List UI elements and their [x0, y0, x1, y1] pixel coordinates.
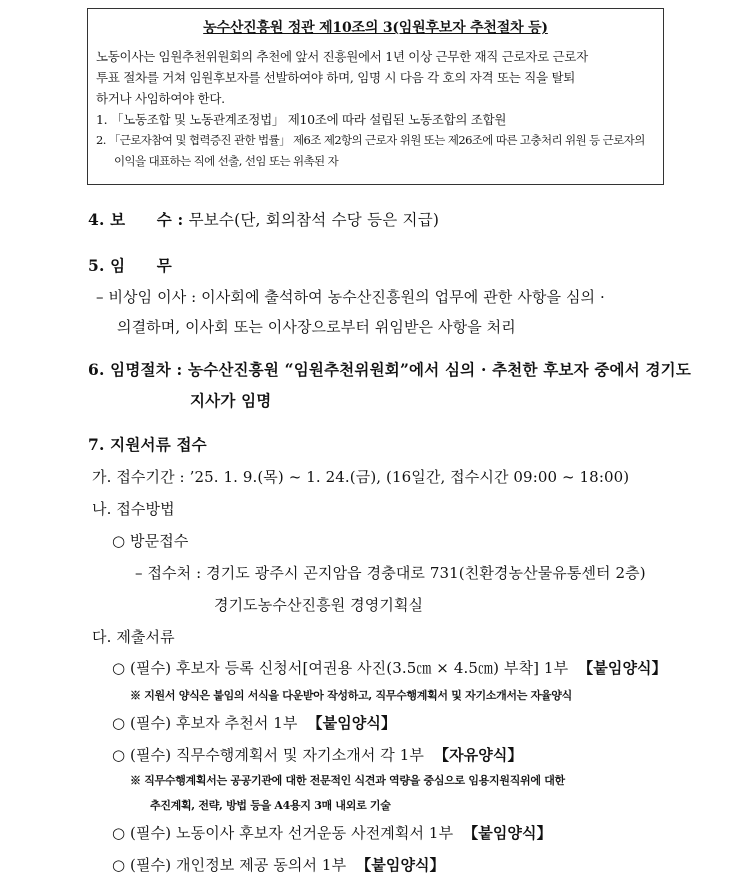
section-6-line-1: 6. 임명절차 : 농수산진흥원 “임원추천위원회”에서 심의 · 추천한 후보자 중에서 경기도: [88, 360, 692, 379]
section-4-value: 무보수(단, 회의참석 수당 등은 지급): [183, 211, 440, 229]
document-item-2: [112, 712, 396, 733]
receipt-period: 가. 접수기간 : ’25. 1. 9.(목) ~ 1. 24.(금), (16일간, 접수시간 09:00 ~ 18:00): [92, 468, 630, 486]
submit-documents: 다. 제출서류: [92, 628, 175, 646]
visit-receipt: ○ 방문접수: [112, 532, 189, 550]
document-item-4: [112, 822, 552, 843]
document-item-2-tag: 【붙임양식】: [307, 714, 397, 732]
document-item-5: [112, 854, 445, 875]
document-item-4-tag: 【붙임양식】: [463, 824, 552, 842]
document-item-1-tag: 【붙임양식】: [578, 659, 667, 677]
document-item-2-text: ○ (필수) 후보자 추천서 1부: [112, 714, 298, 732]
document-item-3-text: ○ (필수) 직무수행계획서 및 자기소개서 각 1부: [112, 746, 424, 764]
receipt-place-line-2: 경기도농수산진흥원 경영기획실: [214, 596, 424, 614]
regulation-item-1: 1. 「노동조합 및 노동관계조정법」 제10조에 따라 설립된 노동조합의 조합원: [96, 112, 507, 127]
document-item-1: [112, 657, 667, 678]
document-item-3-tag: 【자유양식】: [433, 746, 523, 764]
document-item-5-text: ○ (필수) 개인정보 제공 동의서 1부: [112, 856, 347, 874]
document-item-4-text: ○ (필수) 노동이사 후보자 선거운동 사전계획서 1부: [112, 824, 454, 842]
section-5-line-1: – 비상임 이사 : 이사회에 출석하여 농수산진흥원의 업무에 관한 사항을 심의 ·: [96, 288, 605, 306]
section-5-line-2: 의결하며, 이사회 또는 이사장으로부터 위임받은 사항을 처리: [117, 318, 516, 336]
section-4-compensation: [88, 208, 439, 230]
note-1: ※ 지원서 양식은 붙임의 서식을 다운받아 작성하고, 직무수행계획서 및 자기소개서는 자율양식: [130, 689, 572, 702]
receipt-place-line-1: – 접수처 : 경기도 광주시 곤지암읍 경충대로 731(친환경농산물유통센터 2층): [135, 564, 646, 582]
receipt-method: 나. 접수방법: [92, 500, 175, 518]
document-item-5-tag: 【붙임양식】: [356, 856, 445, 874]
regulation-line-3: 하거나 사임하여야 한다.: [96, 91, 225, 106]
note-2-line-1: ※ 직무수행계획서는 공공기관에 대한 전문적인 식견과 역량을 중심으로 임용지원직위에 대한: [130, 774, 565, 787]
note-2-line-2: 추진계획, 전략, 방법 등을 A4용지 3매 내외로 기술: [150, 799, 391, 812]
section-4-label: 4. 보 수 :: [88, 210, 184, 229]
section-7-title: 7. 지원서류 접수: [88, 435, 207, 454]
regulation-line-2: 투표 절차를 거쳐 임원후보자를 선발하여야 하며, 임명 시 다음 각 호의 자격 또는 직을 탈퇴: [96, 70, 576, 85]
section-6-line-2: 지사가 임명: [190, 391, 272, 410]
regulation-item-2: 2. 「근로자참여 및 협력증진 관한 법률」 제6조 제2항의 근로자 위원 또는 제26조에 따른 고충처리 위원 등 근로자의 이익을 대표하는 직에 선출, 선임 또는 위촉된 자: [96, 133, 645, 168]
document-item-3: [112, 744, 523, 765]
section-5-title: 5. 임 무: [88, 256, 172, 275]
document-item-1-text: ○ (필수) 후보자 등록 신청서[여권용 사진(3.5㎝ × 4.5㎝) 부착] 1부: [112, 659, 569, 677]
regulation-box: [87, 8, 664, 185]
regulation-title: 농수산진흥원 정관 제10조의 3(임원후보자 추천절차 등): [203, 20, 548, 36]
regulation-line-1: 노동이사는 임원추천위원회의 추천에 앞서 진흥원에서 1년 이상 근무한 재직 근로자로 근로자: [96, 49, 588, 64]
